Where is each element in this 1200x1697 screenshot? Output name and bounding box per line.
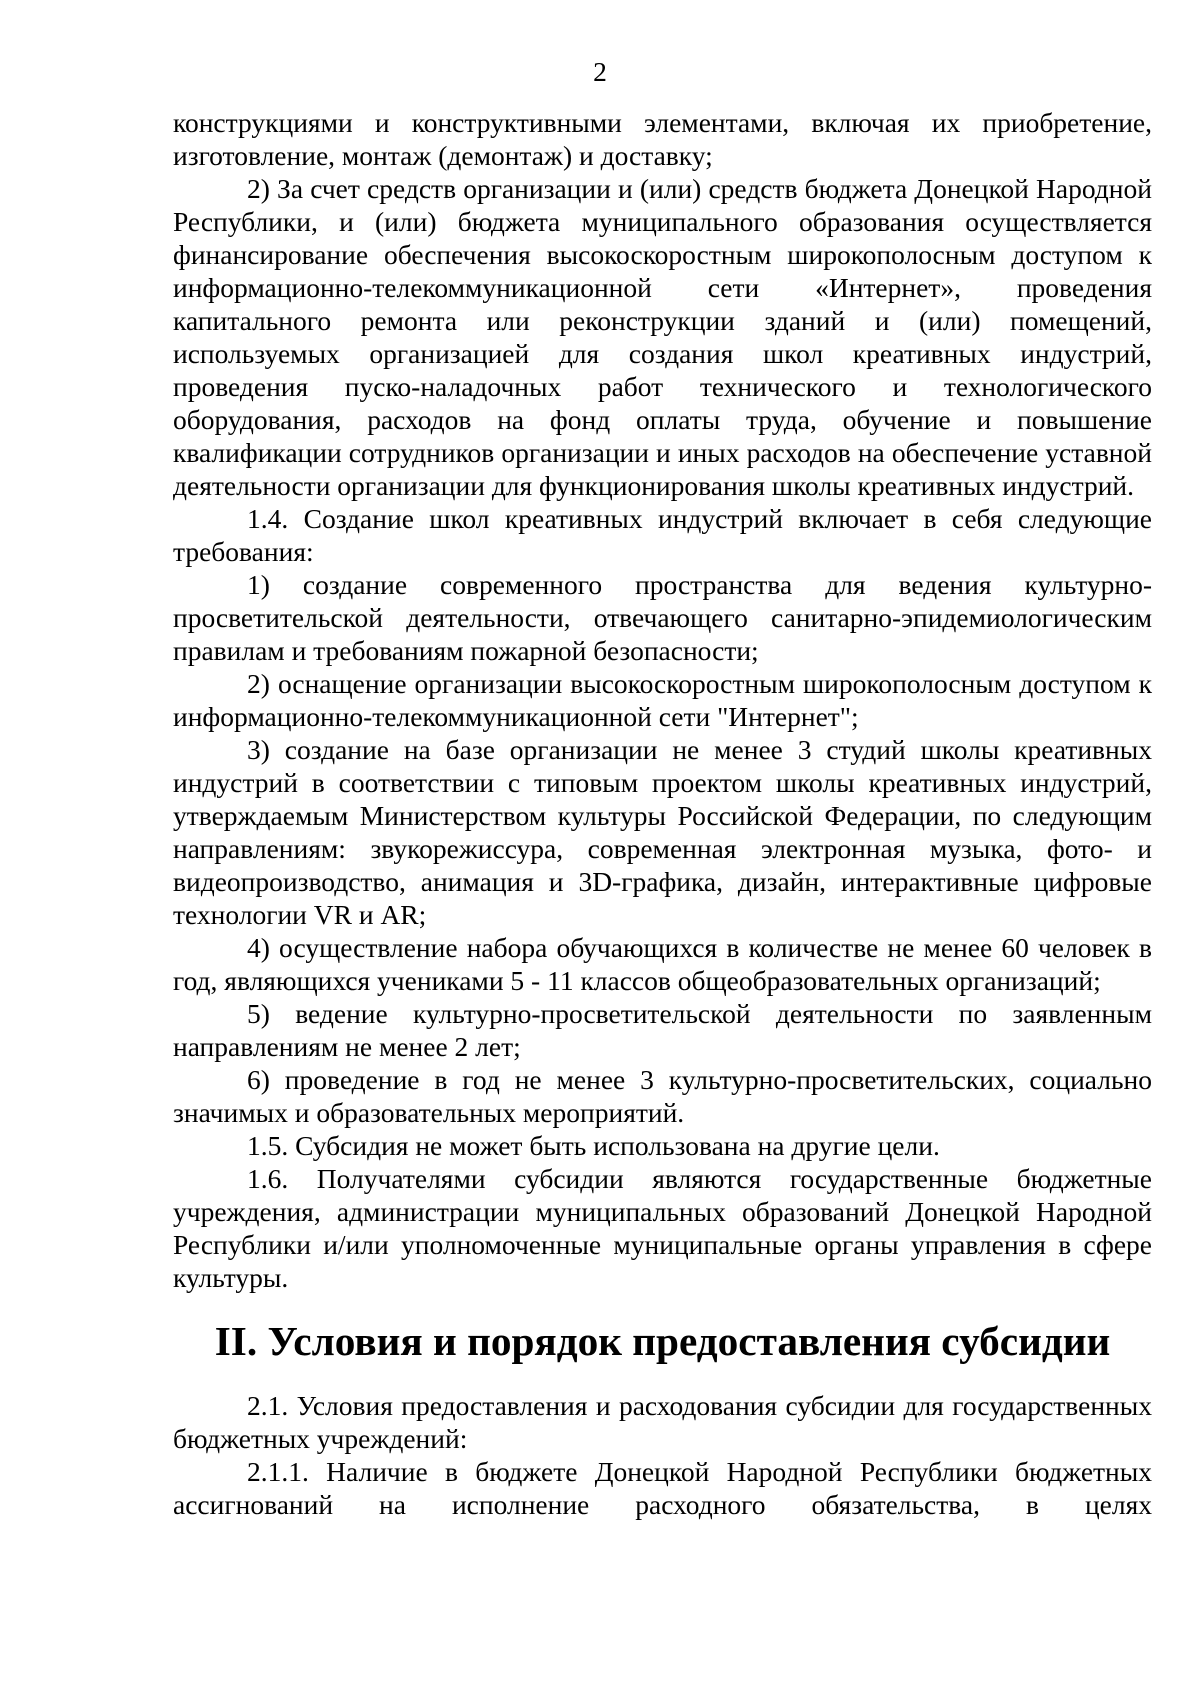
list-item-2: 2) оснащение организации высокоскоростным широкополосным доступом к информационно-телекоммуникационной сети "Интернет"; [173, 668, 1152, 732]
list-item-6: 6) проведение в год не менее 3 культурно-просветительских, социально значимых и образовательных мероприятий. [173, 1064, 1152, 1128]
paragraph-1-6: 1.6. Получателями субсидии являются государственные бюджетные учреждения, администрации муниципальных образований Донецкой Народной Республики и/или уполномоченные муниципальные органы управления в сфере культуры. [173, 1163, 1152, 1293]
list-item-3: 3) создание на базе организации не менее 3 студий школы креативных индустрий в соответствии с типовым проектом школы креативных индустрий, утверждаемым Министерством культуры Российской Федерации, по следующим направлениям: звукорежиссура, современная электронная музыка, фото- и видеопроизводство, анимация и 3D-графика, дизайн, интерактивные цифровые технологии VR и AR; [173, 734, 1152, 930]
paragraph-2-1: 2.1. Условия предоставления и расходования субсидии для государственных бюджетных учреждений: [173, 1390, 1152, 1454]
paragraph-1-5: 1.5. Субсидия не может быть использована на другие цели. [247, 1130, 940, 1161]
page-number: 2 [593, 56, 607, 87]
list-item-1: 1) создание современного пространства для ведения культурно-просветительской деятельности, отвечающего санитарно-эпидемиологическим правилам и требованиям пожарной безопасности; [173, 569, 1152, 666]
document-body [173, 106, 1152, 1521]
list-item-5: 5) ведение культурно-просветительской деятельности по заявленным направлениям не менее 2 лет; [173, 998, 1152, 1062]
list-item-4: 4) осуществление набора обучающихся в количестве не менее 60 человек в год, являющихся учениками 5 - 11 классов общеобразовательных организаций; [173, 932, 1152, 996]
paragraph-1-4: 1.4. Создание школ креативных индустрий включает в себя следующие требования: [173, 503, 1152, 567]
section-heading: II. Условия и порядок предоставления субсидии [214, 1318, 1111, 1364]
paragraph-funding-sources: 2) За счет средств организации и (или) средств бюджета Донецкой Народной Республики, и (или) бюджета муниципального образования осуществляется финансирование обеспечения высокоскоростным широкополосным доступом к информационно-телекоммуникационной сети «Интернет», проведения капитального ремонта или реконструкции зданий и (или) помещений, используемых организацией для создания школ креативных индустрий, проведения пуско-наладочных работ технического и технологического оборудования, расходов на фонд оплаты труда, обучение и повышение квалификации сотрудников организации и иных расходов на обеспечение уставной деятельности организации для функционирования школы креативных индустрий. [173, 173, 1152, 501]
paragraph-2-1-1: 2.1.1. Наличие в бюджете Донецкой Народной Республики бюджетных ассигнований на исполнение расходного обязательства, в целях [173, 1456, 1152, 1520]
paragraph-continuation: конструкциями и конструктивными элементами, включая их приобретение, изготовление, монтаж (демонтаж) и доставку; [173, 107, 1152, 171]
